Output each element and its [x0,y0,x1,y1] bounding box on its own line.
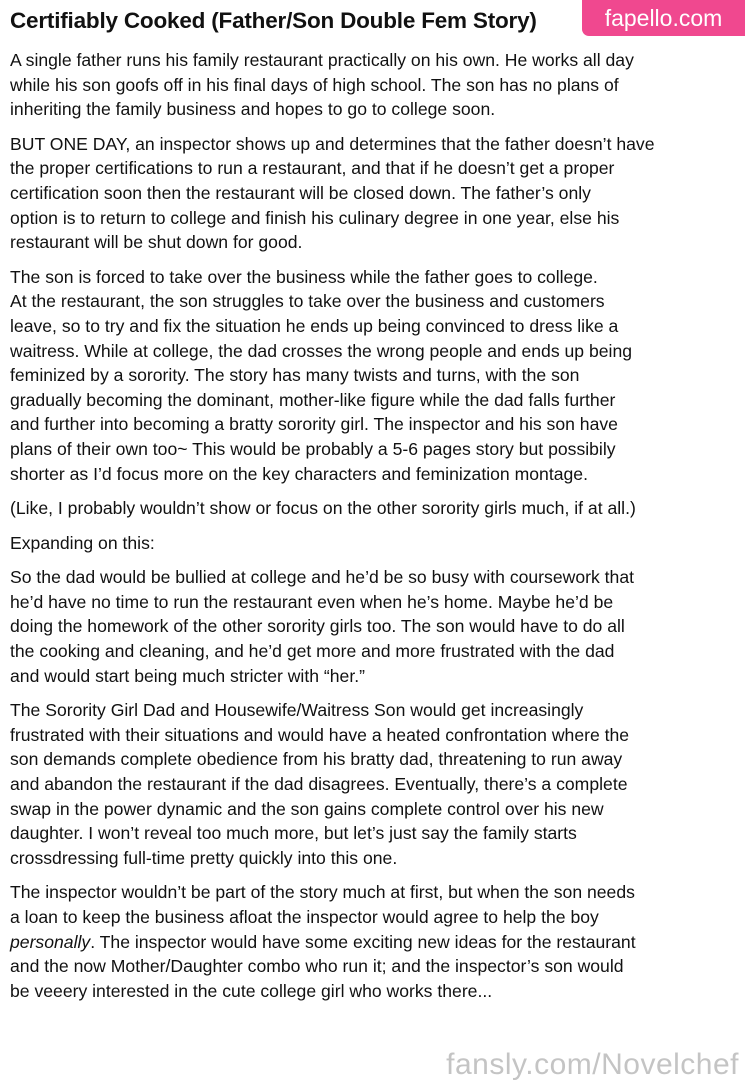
story-body [10,48,745,1013]
paragraph-4: (Like, I probably wouldn’t show or focus on the other sorority girls much, if at all.) [10,498,636,519]
paragraph-1: A single father runs his family restaurant practically on his own. He works all day while his son goofs off in his final days of high school. The son has no plans of inheriting the family business and hopes to go to college soon. [10,50,634,120]
footer-watermark: fansly.com/Novelchef [446,1048,739,1081]
paragraph-2: BUT ONE DAY, an inspector shows up and determines that the father doesn’t have the proper certifications to run a restaurant, and that if he doesn’t get a proper certification soon then the restaurant will be closed down. The father’s only option is to return to college and finish his culinary degree in one year, else his restaurant will be shut down for good. [10,133,655,253]
paragraph-6: So the dad would be bullied at college and he’d be so busy with coursework that he’d have no time to run the restaurant even when he’s home. Maybe he’d be doing the homework of the other sorority girls too. The son would have to do all the cooking and cleaning, and he’d get more and more frustrated with the dad and would start being much stricter with “her.” [10,567,635,686]
paragraph-3: The son is forced to take over the business while the father goes to college. At the restaurant, the son struggles to take over the business and customers leave, so to try and fix the situation he ends up being convinced to dress like a waitress. While at college, the dad crosses the wrong people and ends up being feminized by a sorority. The story has many twists and turns, with the son gradually becoming the dominant, mother-like figure while the dad falls further and further into becoming a bratty sorority girl. The inspector and his son have plans of their own too~ This would be probably a 5-6 pages story but possibily shorter as I’d focus more on the key characters and feminization montage. [10,266,633,484]
emphasis-personally: personally [10,931,91,952]
paragraph-5: Expanding on this: [10,532,155,553]
paragraph-7: The Sorority Girl Dad and Housewife/Waitress Son would get increasingly frustrated with their situations and would have a heated confrontation where the son demands complete obedience from his bratty dad, threatening to run away and abandon the restaurant if the dad disagrees. Eventually, there’s a complete swap in the power dynamic and the son gains complete control over his new daughter. I won’t reveal too much more, but let’s just say the family starts crossdressing full-time pretty quickly into this one. [10,700,630,868]
paragraph-8: The inspector wouldn’t be part of the story much at first, but when the son needs a loan to keep the business afloat the inspector would agree to help the boy personally. The inspector would have some exciting new ideas for the restaurant and the now Mother/Daughter combo who run it; and the inspector’s son would be veeery interested in the cute college girl who works there... [10,882,636,1001]
watermark-badge: fapello.com [582,0,745,36]
story-title: Certifiably Cooked (Father/Son Double Fem Story) [10,8,537,33]
